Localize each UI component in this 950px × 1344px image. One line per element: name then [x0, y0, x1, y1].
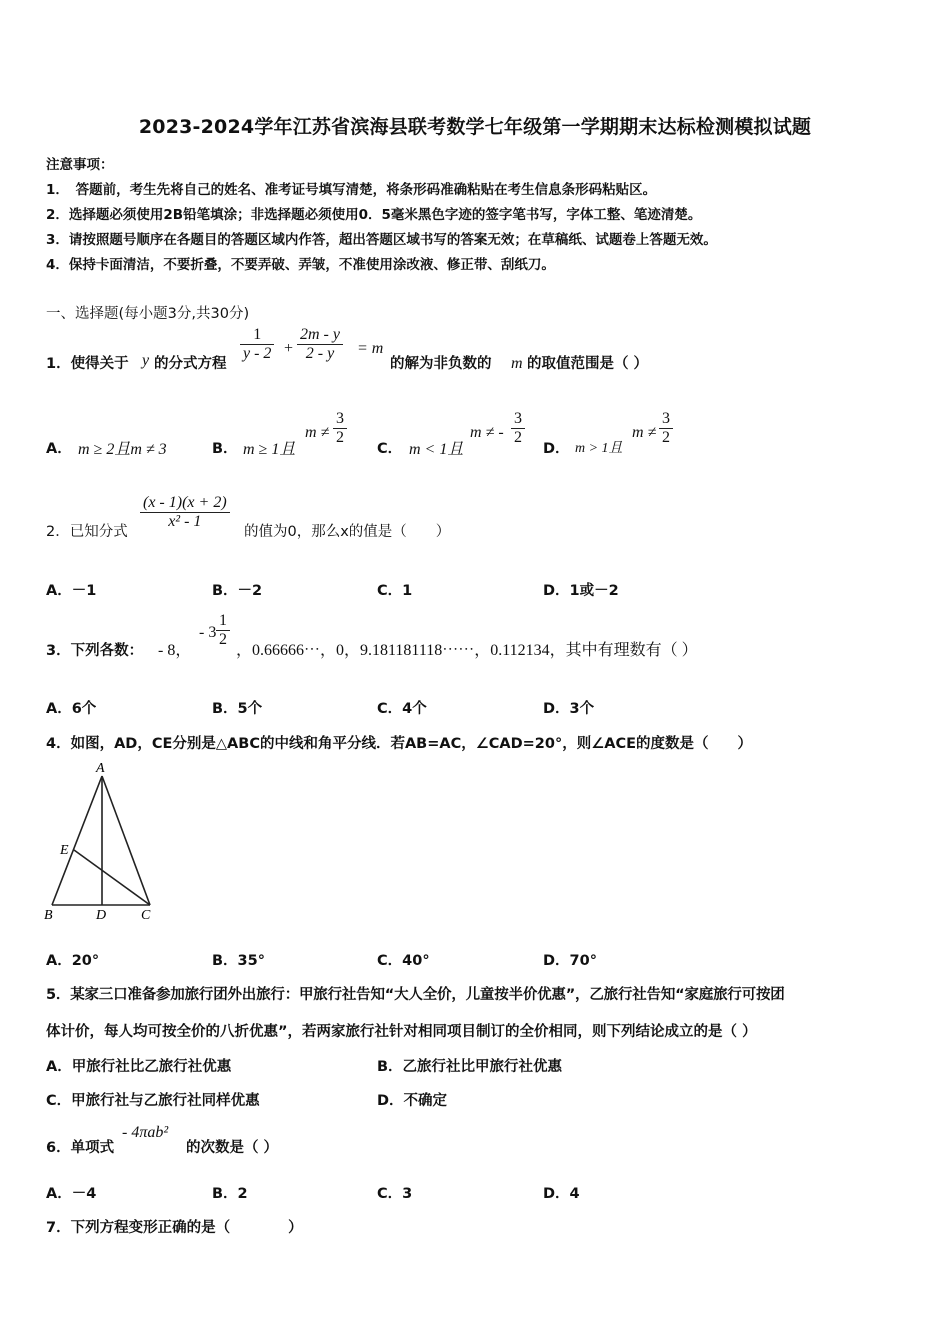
q5-option-b: B．乙旅行社比甲旅行社优惠 [377, 1059, 563, 1075]
q1-option-a-math: m ≥ 2且m ≠ 3 [78, 441, 167, 458]
q5-line-2: 体计价，每人均可按全价的八折优惠”，若两家旅行社针对相同项目制订的全价相同，则下列结论成立的是（ ） [46, 1024, 757, 1040]
q4-option-a: A．20° [46, 953, 100, 969]
section-heading: 一、选择题(每小题3分,共30分) [46, 306, 250, 322]
q1-option-d-math: m > 1且 [575, 441, 623, 456]
q3-option-b: B．5个 [212, 701, 263, 717]
q3-option-d: D．3个 [543, 701, 595, 717]
q5-option-c: C．甲旅行社与乙旅行社同样优惠 [46, 1093, 260, 1109]
q1-option-d-num: 3 [662, 410, 670, 427]
q1-f2-num: 2m - y [300, 326, 340, 343]
q2-option-d: D．1或－2 [543, 583, 619, 599]
q1-f2-den: 2 - y [297, 344, 343, 363]
q5-line-1: 5．某家三口准备参加旅行团外出旅行：甲旅行社告知“大人全价，儿童按半价优惠”，乙旅行社告知“家庭旅行可按团 [46, 987, 785, 1003]
q6-option-a: A．－4 [46, 1186, 97, 1202]
q3-mixed-whole: - 3 [199, 624, 217, 641]
q1-option-c-math: m < 1且 [409, 441, 464, 458]
q1-option-b-den: 2 [333, 428, 347, 447]
q6-option-c: C．3 [377, 1186, 413, 1202]
q1-f1-den: y - 2 [240, 344, 274, 363]
q2-fraction [140, 494, 230, 531]
q2-den: x² - 1 [140, 512, 230, 531]
q6-monomial: - 4πab² [122, 1124, 169, 1141]
q1-prefix: 1．使得关于 [46, 356, 129, 372]
q1-option-c-cond: m ≠ - [470, 424, 504, 441]
q1-var-m: m [511, 355, 523, 372]
label-d: D [96, 908, 107, 923]
notice-heading: 注意事项： [46, 157, 114, 173]
q1-equals: = m [357, 340, 384, 357]
q1-plus: + [284, 340, 294, 357]
q1-fraction-2 [297, 326, 343, 363]
notice-item-3: 3．请按照题号顺序在各题目的答题区域内作答，超出答题区域书写的答案无效；在草稿纸、试题卷上答题无效。 [46, 232, 717, 248]
q1-option-d-fraction [659, 410, 673, 447]
q3-mixed-fraction [216, 612, 230, 649]
q3-option-a: A．6个 [46, 701, 97, 717]
label-c: C [141, 908, 151, 923]
notice-item-4: 4．保持卡面清洁，不要折叠，不要弄破、弄皱，不准使用涂改液、修正带、刮纸刀。 [46, 257, 555, 273]
q2-option-c: C．1 [377, 583, 413, 599]
q4-text: 4．如图，AD，CE分别是△ABC的中线和角平分线．若AB=AC，∠CAD=20°，则∠ACE的度数是（ ） [46, 736, 752, 752]
segment-ab [52, 776, 102, 905]
q1-f1-num: 1 [253, 326, 262, 343]
q1-suffix-b: 的取值范围是（ ） [527, 356, 649, 372]
q4-triangle-figure [40, 758, 162, 924]
segment-ac [102, 776, 150, 905]
q1-option-c-fraction [511, 410, 525, 447]
q6-suffix: 的次数是（ ） [186, 1140, 279, 1156]
q5-option-d: D．不确定 [377, 1093, 448, 1109]
q1-option-b-cond: m ≠ [305, 424, 330, 441]
q5-option-a: A．甲旅行社比乙旅行社优惠 [46, 1059, 232, 1075]
triangle-abc [52, 776, 150, 905]
q4-option-c: C．40° [377, 953, 430, 969]
q1-fraction-1 [240, 326, 274, 363]
label-a: A [96, 761, 105, 776]
q4-option-d: D．70° [543, 953, 597, 969]
q3-mixed-den: 2 [216, 630, 230, 649]
label-e: E [60, 843, 69, 858]
q3-item-1: - 8， [158, 642, 192, 659]
notice-item-2: 2．选择题必须使用2B铅笔填涂；非选择题必须使用0．5毫米黑色字迹的签字笔书写，字体工整、笔迹清楚。 [46, 207, 702, 223]
page-title: 2023-2024学年江苏省滨海县联考数学七年级第一学期期末达标检测模拟试题 [138, 116, 812, 138]
q3-rest: ，0.66666⋯，0，9.181181118⋯⋯，0.112134，其中有理数有（ ） [236, 642, 698, 659]
q1-suffix-a: 的解为非负数的 [390, 356, 492, 372]
q6-prefix: 6．单项式 [46, 1140, 115, 1156]
notice-item-1: 1． 答题前，考生先将自己的姓名、准考证号填写清楚，将条形码准确粘贴在考生信息条形码粘贴区。 [46, 182, 657, 198]
q3-option-c: C．4个 [377, 701, 427, 717]
q1-option-d-den: 2 [659, 428, 673, 447]
q1-option-d-label: D． [543, 441, 570, 457]
q2-num: (x - 1)(x + 2) [143, 494, 227, 511]
q3-prefix: 3．下列各数： [46, 643, 144, 659]
q1-option-b-fraction [333, 410, 347, 447]
q6-option-d: D．4 [543, 1186, 580, 1202]
q2-prefix: 2．已知分式 [46, 524, 128, 540]
question-7: 7．下列方程变形正确的是（ ） [46, 1220, 303, 1236]
q1-option-c-num: 3 [514, 410, 522, 427]
q1-option-b-math: m ≥ 1且 [243, 441, 296, 458]
q1-mid: 的分式方程 [154, 356, 227, 372]
q1-option-d-cond: m ≠ [632, 424, 657, 441]
q2-option-a: A．－1 [46, 583, 97, 599]
q6-option-b: B．2 [212, 1186, 248, 1202]
q1-option-b-label: B． [212, 441, 238, 457]
q1-option-c-den: 2 [511, 428, 525, 447]
q1-option-c-label: C． [377, 441, 403, 457]
label-b: B [44, 908, 53, 923]
segment-ce [74, 850, 150, 905]
q2-option-b: B．－2 [212, 583, 263, 599]
q4-option-b: B．35° [212, 953, 265, 969]
q3-mixed-num: 1 [219, 612, 227, 629]
q1-var-y: y [142, 352, 150, 369]
q1-option-b-num: 3 [336, 410, 344, 427]
q2-suffix: 的值为0，那么x的值是（ ） [244, 524, 451, 540]
q1-option-a-label: A． [46, 441, 72, 457]
